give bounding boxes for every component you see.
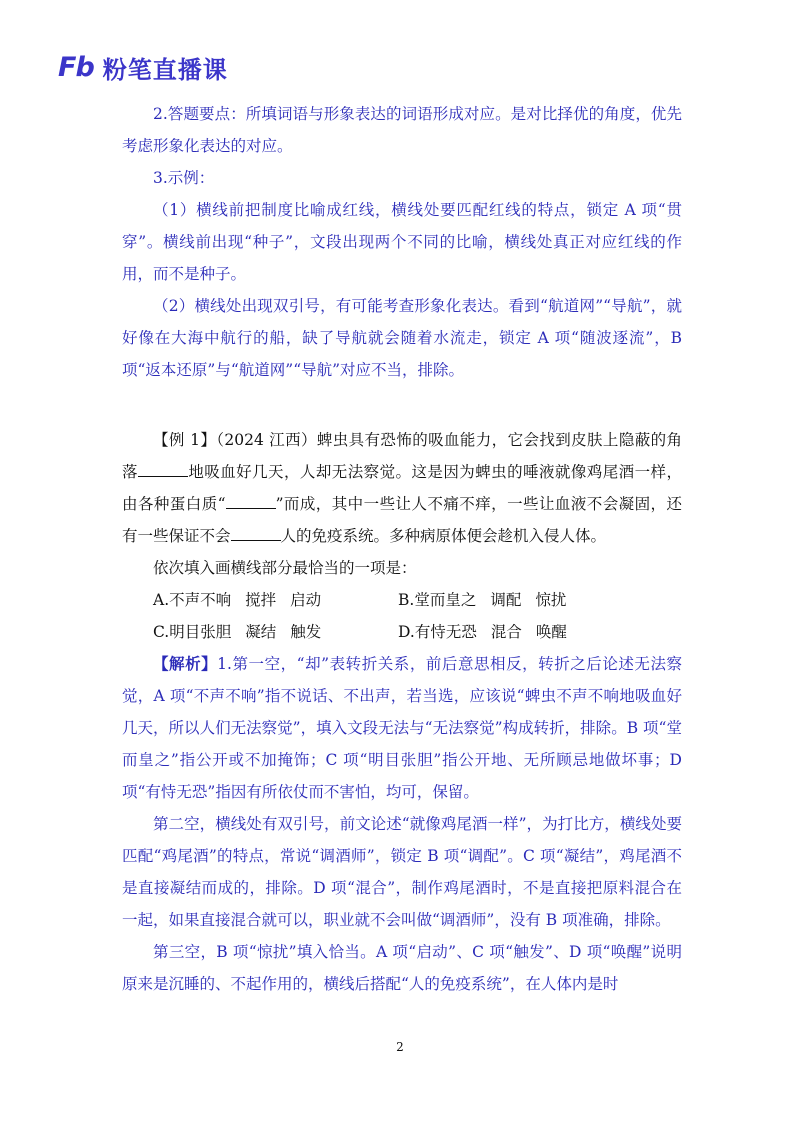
example-text-1: （2024 江西）蜱虫具有恐怖的吸血能力，它会找到皮肤上隐蔽的角落 <box>122 431 682 481</box>
example-text-2: 地吸血好几天，人却无法察觉。这是因为蜱虫的唾液就像鸡尾酒一样，由各种蛋白质“ <box>122 463 682 513</box>
options-row-2 <box>122 616 682 648</box>
option-word: 堂而皇之 <box>414 591 477 609</box>
option-word: 混合 <box>490 623 522 641</box>
fenbi-logo-icon: Fb <box>58 51 94 83</box>
example-question-stem <box>122 424 682 552</box>
option-d <box>398 616 643 648</box>
option-word: 启动 <box>290 591 322 609</box>
options-row-1 <box>122 584 682 616</box>
brand-name: 粉笔直播课 <box>102 55 228 84</box>
option-letter: C. <box>153 623 170 641</box>
page-number: 2 <box>396 1040 404 1054</box>
spacer <box>122 386 682 424</box>
example-label: 【例 1】 <box>153 431 217 449</box>
option-word: 触发 <box>290 623 322 641</box>
note-example-2: （2）横线处出现双引号，有可能考查形象化表达。看到“航道网”“导航”，就好像在大海中航行的船，缺了导航就会随着水流走，锁定 A 项“随波逐流”，B 项“返本还原”与“航道网”“导航”对应不当，排除。 <box>122 297 682 379</box>
option-letter: D. <box>398 623 415 641</box>
option-letter: B. <box>398 591 415 609</box>
analysis-paragraph-2: 第二空，横线处有双引号，前文论述“就像鸡尾酒一样”，为打比方，横线处要匹配“鸡尾酒”的特点，常说“调酒师”，锁定 B 项“调配”。C 项“凝结”，鸡尾酒不是直接凝结而成的，排除。D 项“混合”，制作鸡尾酒时，不是直接把原料混合在一起，如果直接混合就可以，职业就不会叫做“调酒师”，没有 B 项准确，排除。 <box>122 815 682 929</box>
brand-logo <box>58 52 228 82</box>
option-word: 唤醒 <box>535 623 567 641</box>
note-key-points: 2.答题要点：所填词语与形象表达的词语形成对应。是对比择优的角度，优先考虑形象化表达的对应。 <box>122 105 682 155</box>
option-word: 有恃无恐 <box>414 623 477 641</box>
option-word: 凝结 <box>245 623 277 641</box>
option-b <box>398 584 643 616</box>
document-body <box>122 98 682 1000</box>
blank-1 <box>138 462 188 477</box>
option-word: 不声不响 <box>169 591 232 609</box>
blank-3 <box>231 526 281 541</box>
option-c <box>153 616 398 648</box>
option-word: 明目张胆 <box>169 623 232 641</box>
analysis-paragraph-1 <box>122 648 682 808</box>
analysis-text-1: 1.第一空，“却”表转折关系，前后意思相反，转折之后论述无法察觉，A 项“不声不响”指不说话、不出声，若当选，应该说“蜱虫不声不响地吸血好几天，所以人们无法察觉”，填入文段无法与“无法察觉”构成转折，排除。B 项“堂而皇之”指公开或不加掩饰；C 项“明目张胆”指公开地、无所顾忌地做坏事；D 项“有恃无恐”指因有所依仗而不害怕，均可，保留。 <box>122 655 682 801</box>
analysis-label: 【解析】 <box>153 654 218 673</box>
question-prompt: 依次填入画横线部分最恰当的一项是： <box>153 559 417 577</box>
note-example-1: （1）横线前把制度比喻成红线，横线处要匹配红线的特点，锁定 A 项“贯穿”。横线前出现“种子”，文段出现两个不同的比喻，横线处真正对应红线的作用，而不是种子。 <box>122 201 682 283</box>
note-example-heading: 3.示例： <box>153 169 215 187</box>
option-word: 惊扰 <box>535 591 567 609</box>
example-text-3: ”而成，其中一些让人不痛不痒，一些让血液不会凝固，还有一些保证不会 <box>122 495 682 545</box>
option-word: 搅拌 <box>245 591 277 609</box>
blank-2 <box>226 494 276 509</box>
option-a <box>153 584 398 616</box>
analysis-paragraph-3: 第三空，B 项“惊扰”填入恰当。A 项“启动”、C 项“触发”、D 项“唤醒”说明原来是沉睡的、不起作用的，横线后搭配“人的免疫系统”，在人体内是时 <box>122 943 682 993</box>
option-word: 调配 <box>490 591 522 609</box>
option-letter: A. <box>153 591 170 609</box>
example-text-4: 人的免疫系统。多种病原体便会趁机入侵人体。 <box>280 527 607 545</box>
